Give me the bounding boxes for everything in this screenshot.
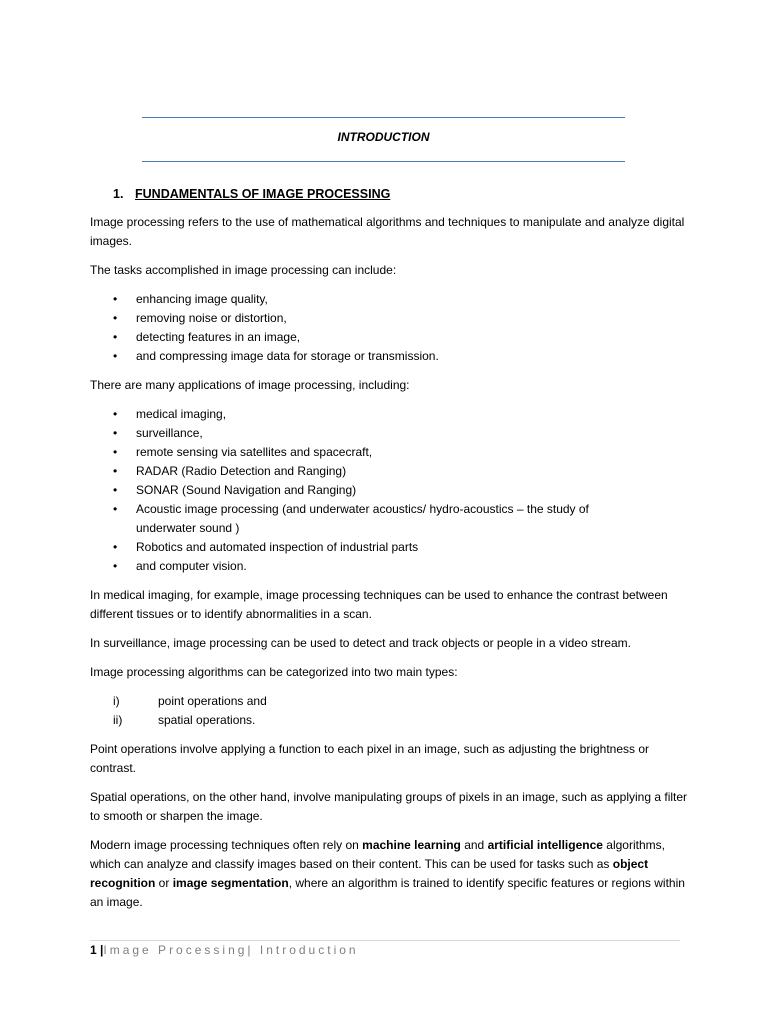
- bold-term: machine learning: [362, 838, 461, 852]
- bold-term: object recognition: [90, 857, 649, 890]
- modern-techniques-paragraph: [90, 836, 690, 912]
- section-title: FUNDAMENTALS OF IMAGE PROCESSING: [135, 187, 391, 201]
- list-item: • removing noise or distortion,: [90, 309, 690, 328]
- list-item: [90, 711, 690, 730]
- paragraph-text: , where an algorithm is trained to identify specific features or regions within an image.: [90, 876, 685, 909]
- header-bottom-rule: [142, 161, 625, 162]
- bold-term: artificial intelligence: [487, 838, 603, 852]
- list-item: • remote sensing via satellites and spacecraft,: [90, 443, 690, 462]
- spatial-operations-paragraph: Spatial operations, on the other hand, involve manipulating groups of pixels in an image, such as applying a filter to smooth or sharpen the image.: [90, 790, 688, 823]
- intro-paragraph: Image processing refers to the use of mathematical algorithms and techniques to manipulate and analyze digital images.: [90, 215, 685, 248]
- section-number: 1.: [113, 187, 124, 201]
- medical-imaging-paragraph: In medical imaging, for example, image processing techniques can be used to enhance the contrast between different tissues or to identify abnormalities in a scan.: [90, 588, 668, 621]
- bold-term: image segmentation: [172, 876, 289, 890]
- applications-list: [90, 405, 690, 576]
- section-heading: [113, 185, 690, 204]
- list-item: • and compressing image data for storage or transmission.: [90, 347, 690, 366]
- applications-lead-paragraph: There are many applications of image processing, including:: [90, 378, 410, 392]
- list-item: • SONAR (Sound Navigation and Ranging): [90, 481, 690, 500]
- list-item: • Acoustic image processing (and underwater acoustics/ hydro-acoustics – the study of underwater sound ): [90, 500, 690, 538]
- footer-rule: [90, 940, 680, 941]
- list-item: • RADAR (Radio Detection and Ranging): [90, 462, 690, 481]
- header-top-rule: [142, 117, 625, 118]
- types-lead-paragraph: Image processing algorithms can be categorized into two main types:: [90, 665, 458, 679]
- types-list: [90, 692, 690, 730]
- tasks-list: [90, 290, 690, 366]
- list-item: • enhancing image quality,: [90, 290, 690, 309]
- list-item: • Robotics and automated inspection of industrial parts: [90, 538, 690, 557]
- paragraph-text: Modern image processing techniques often rely on: [90, 838, 363, 852]
- page-number: 1 |: [90, 943, 104, 957]
- list-item: • surveillance,: [90, 424, 690, 443]
- footer-text: Image Processing| Introduction: [103, 943, 359, 957]
- list-item: • detecting features in an image,: [90, 328, 690, 347]
- list-marker: ii): [113, 713, 123, 727]
- page-footer: [90, 943, 359, 957]
- document-body: [90, 185, 690, 922]
- surveillance-paragraph: In surveillance, image processing can be used to detect and track objects or people in a video stream.: [90, 636, 631, 650]
- paragraph-text: or: [155, 876, 173, 890]
- list-marker: i): [113, 694, 120, 708]
- page-title: INTRODUCTION: [337, 130, 430, 144]
- point-operations-paragraph: Point operations involve applying a function to each pixel in an image, such as adjusting the brightness or contrast.: [90, 742, 650, 775]
- paragraph-text: algorithms, which can analyze and classify images based on their content. This can be used for tasks such as: [90, 838, 665, 871]
- tasks-lead-paragraph: The tasks accomplished in image processing can include:: [90, 263, 397, 277]
- list-item: • medical imaging,: [90, 405, 690, 424]
- paragraph-text: and: [460, 838, 488, 852]
- list-item: [90, 692, 690, 711]
- list-item: • and computer vision.: [90, 557, 690, 576]
- list-item-text: spatial operations.: [158, 713, 256, 727]
- list-item-text: point operations and: [158, 694, 267, 708]
